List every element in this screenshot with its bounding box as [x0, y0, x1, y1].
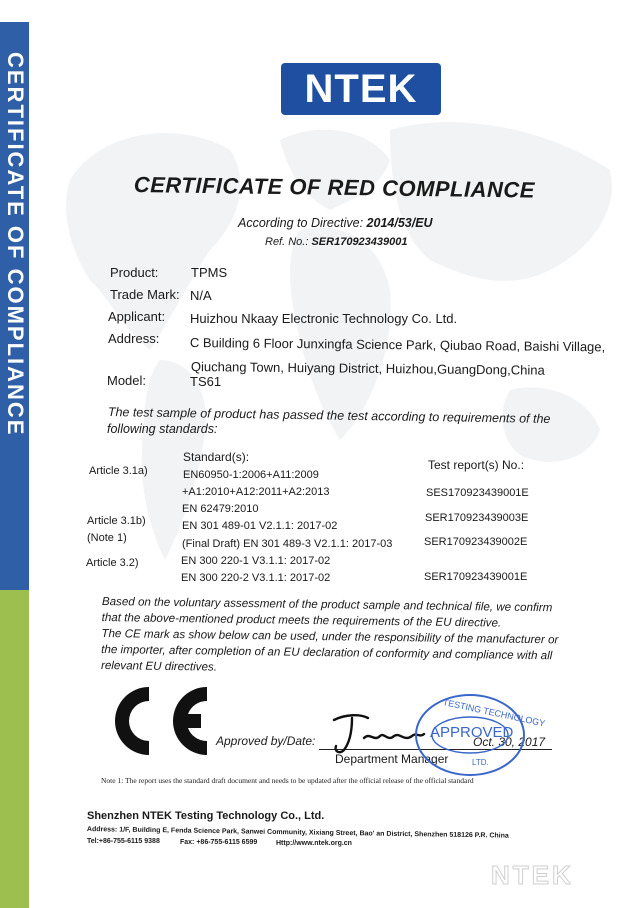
intro-line-1: The test sample of product has passed the test according to requirements of the: [107, 405, 551, 426]
address-line-2: Qiuchang Town, Huiyang District, Huizhou,GuangDong,China: [190, 359, 545, 378]
footer-address: Address: 1/F, Building E, Fenda Science Park, Sanwei Community, Xixiang Street, Bao' an District, Shenzhen 518126 P.R. China: [86, 826, 509, 840]
product-value: TPMS: [191, 265, 228, 280]
standards-header: Standard(s):: [183, 450, 250, 464]
applicant-label: Applicant:: [108, 309, 166, 324]
trademark-label: Trade Mark:: [110, 287, 180, 302]
ref-value: SER170923439001: [311, 236, 408, 248]
ref-line: [265, 236, 408, 248]
closing-line: Based on the voluntary assessment of the product sample and technical file, we confirm: [101, 594, 553, 615]
model-value: TS61: [190, 374, 222, 389]
standard-line: EN 300 220-1 V3.1.1: 2017-02: [181, 555, 331, 567]
address-line-1: C Building 6 Floor Junxingfa Science Park, Qiubao Road, Baishi Village,: [189, 335, 606, 355]
approval-date: Oct. 30, 2017: [473, 735, 546, 749]
stamp-bottom-text: LTD.: [472, 758, 489, 767]
report-number: SER170923439003E: [425, 512, 529, 524]
directive-prefix: According to Directive:: [238, 216, 364, 230]
footer-tel: Tel:+86-755-6115 9388: [87, 838, 160, 845]
standard-line: EN60950-1:2006+A11:2009: [183, 469, 319, 481]
ntek-logo: [281, 63, 441, 115]
footnote: Note 1: The report uses the standard draft document and needs to be updated after the official release of the official standard: [101, 776, 474, 785]
closing-paragraph: [101, 594, 572, 681]
standard-line: (Final Draft) EN 301 489-3 V2.1.1: 2017-03: [182, 538, 393, 550]
model-label: Model:: [107, 373, 147, 388]
trademark-value: N/A: [190, 288, 212, 303]
directive-line: [238, 216, 433, 230]
ntek-watermark: NTEK: [491, 860, 574, 890]
stamp-top-text: TESTING TECHNOLOGY: [441, 697, 547, 729]
stamp-center-text: APPROVED: [430, 724, 514, 741]
applicant-value: Huizhou Nkaay Electronic Technology Co. Ltd.: [190, 311, 458, 326]
article-32: Article 3.2): [86, 557, 139, 569]
report-number: SER170923439002E: [424, 536, 528, 548]
footer-company: Shenzhen NTEK Testing Technology Co., Ltd.: [87, 810, 325, 822]
directive-value: 2014/53/EU: [366, 216, 433, 230]
ntek-logo-text: NTEK: [304, 67, 418, 111]
closing-line: relevant EU directives.: [100, 658, 218, 674]
certificate-title: CERTIFICATE OF RED COMPLIANCE: [133, 172, 536, 203]
side-band-text: CERTIFICATE OF COMPLIANCE: [3, 52, 28, 437]
approved-by-label: Approved by/Date:: [216, 734, 316, 748]
ce-mark-icon: [101, 681, 211, 761]
role-label: Department Manager: [335, 752, 449, 766]
article-31b: Article 3.1b): [87, 515, 146, 527]
ref-prefix: Ref. No.:: [265, 236, 309, 248]
standard-line: +A1:2010+A12:2011+A2:2013: [182, 486, 330, 498]
note-1-label: (Note 1): [87, 532, 127, 544]
reports-header: Test report(s) No.:: [428, 458, 525, 472]
article-31a: Article 3.1a): [89, 465, 148, 477]
closing-line: that the above-mentioned product meets the requirements of the EU directive.: [101, 610, 502, 630]
footer-web: Http://www.ntek.org.cn: [276, 840, 352, 847]
report-number: SER170923439001E: [424, 571, 528, 583]
standard-line: EN 301 489-01 V2.1.1: 2017-02: [182, 520, 338, 532]
footer-fax: Fax: +86-755-6115 6599: [180, 839, 258, 846]
standard-line: EN 300 220-2 V3.1.1: 2017-02: [181, 572, 331, 584]
signature-icon: [326, 708, 426, 756]
side-band-green: [0, 590, 29, 908]
closing-line: The CE mark as show below can be used, under the responsibility of the manufacturer or: [101, 626, 559, 647]
report-number: SES170923439001E: [426, 487, 529, 499]
standard-line: EN 62479:2010: [182, 503, 259, 515]
product-label: Product:: [110, 265, 159, 280]
intro-line-2: following standards:: [107, 422, 218, 436]
closing-line: the importer, after completion of an EU declaration of conformity and compliance with all: [101, 642, 553, 663]
address-label: Address:: [108, 331, 160, 346]
